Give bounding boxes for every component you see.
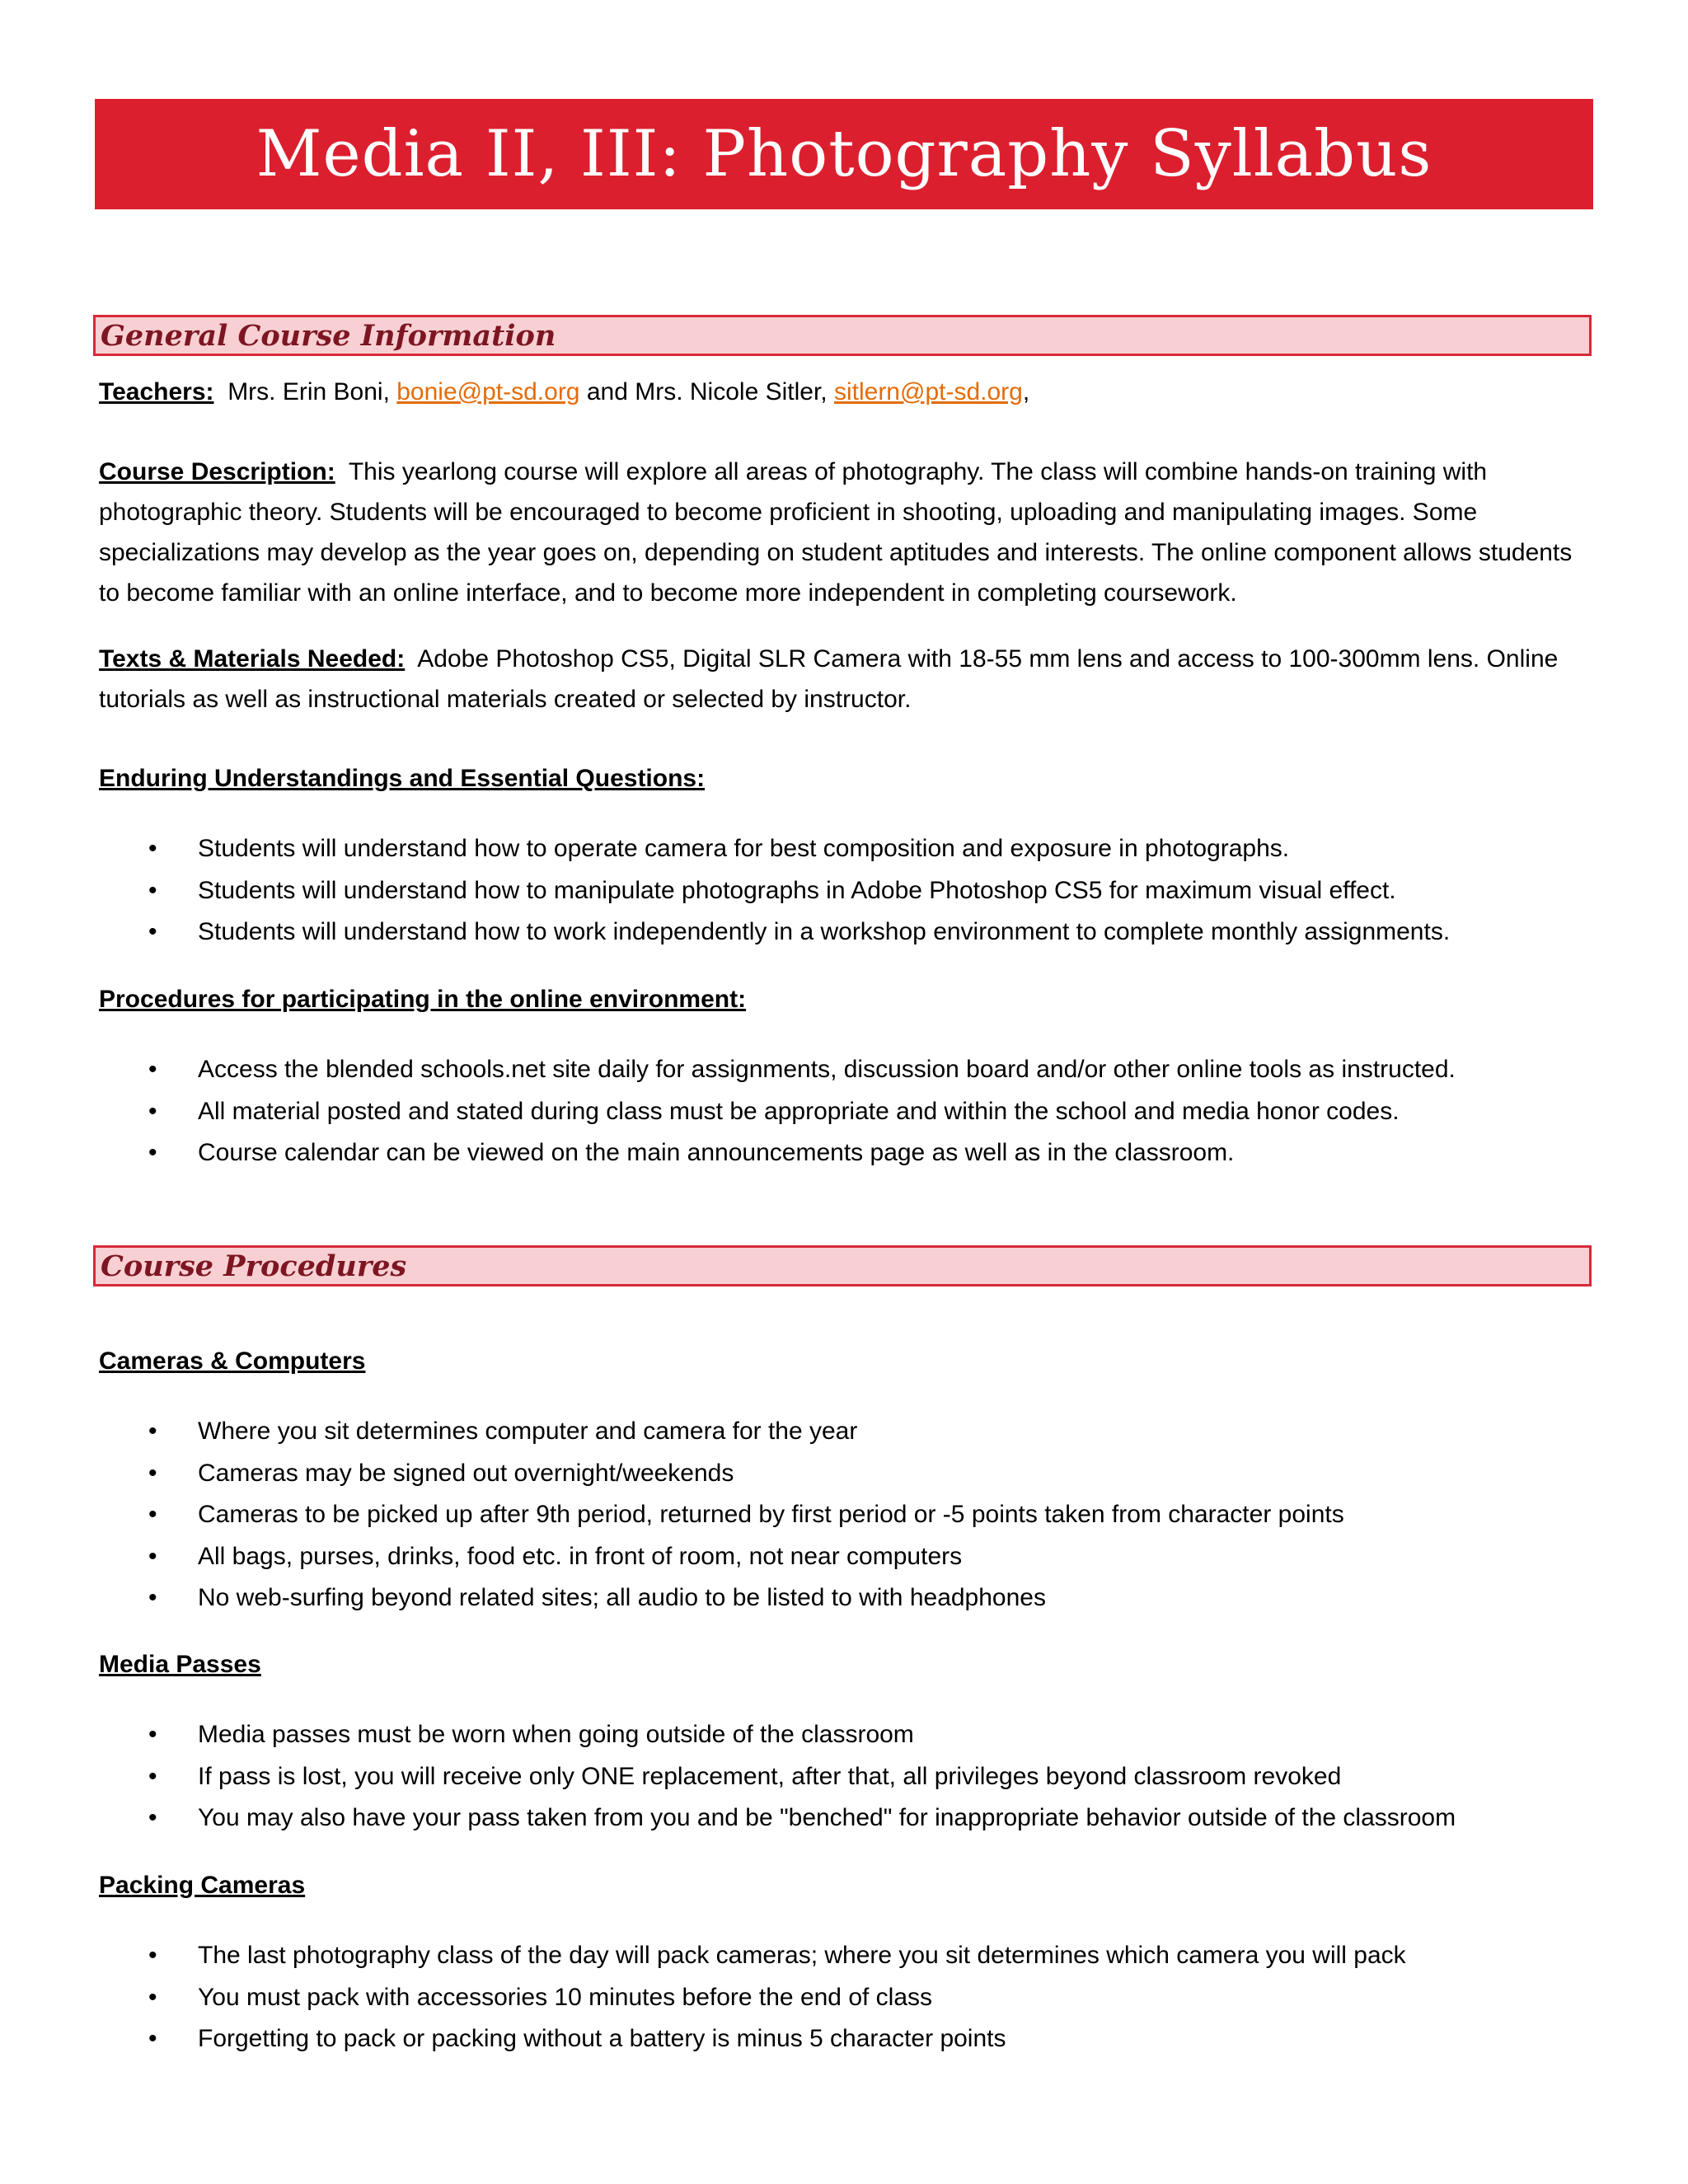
packing-cameras-list <box>99 1935 1582 2060</box>
teachers-line <box>99 372 1582 412</box>
media-passes-heading: Media Passes <box>99 1651 261 1678</box>
list-item: • Students will understand how to operate camera for best composition and exposure in photographs. <box>99 828 1582 870</box>
bullet-icon: • <box>148 1804 157 1831</box>
cameras-computers-heading: Cameras & Computers <box>99 1347 366 1375</box>
title-banner <box>95 99 1593 209</box>
media-passes-list <box>99 1714 1582 1840</box>
list-item: • The last photography class of the day will pack cameras; where you sit determines which camera you will pack <box>99 1935 1582 1977</box>
list-item: • Where you sit determines computer and camera for the year <box>99 1411 1582 1453</box>
teacher1-email-link[interactable]: bonie@pt-sd.org <box>396 378 580 405</box>
bullet-icon: • <box>148 2025 157 2052</box>
bullet-icon: • <box>148 918 157 945</box>
online-procedures-heading: Procedures for participating in the online environment: <box>99 986 747 1013</box>
materials-label: Texts & Materials Needed: <box>99 645 406 673</box>
bullet-icon: • <box>148 1139 157 1166</box>
bullet-icon: • <box>148 1542 157 1570</box>
bullet-icon: • <box>148 876 157 904</box>
materials-text: Adobe Photoshop CS5, Digital SLR Camera with 18-55 mm lens and access to 100-300mm lens. Online tutorials as well as instructional materials created or selected by instructor. <box>99 645 1559 713</box>
bullet-icon: • <box>148 1762 157 1790</box>
online-procedures-list <box>99 1049 1582 1174</box>
list-item: • You may also have your pass taken from you and be "benched" for inappropriate behavior outside of the classroom <box>99 1797 1582 1840</box>
teacher2-email-link[interactable]: sitlern@pt-sd.org <box>833 378 1023 405</box>
teachers-label: Teachers: <box>99 378 214 405</box>
course-description-label: Course Description: <box>99 458 335 485</box>
bullet-icon: • <box>148 835 157 862</box>
section-heading-general-text: General Course Information <box>101 318 556 353</box>
bullet-icon: • <box>148 1418 157 1445</box>
cameras-computers-list <box>99 1411 1582 1619</box>
list-item: • Cameras may be signed out overnight/weekends <box>99 1453 1582 1495</box>
teachers-text-2: and Mrs. Nicole Sitler, <box>586 378 828 405</box>
list-item: • Course calendar can be viewed on the main announcements page as well as in the classroom. <box>99 1132 1582 1174</box>
enduring-list <box>99 828 1582 954</box>
list-item: • All bags, purses, drinks, food etc. in front of room, not near computers <box>99 1536 1582 1578</box>
page-title: Media II, III: Photography Syllabus <box>256 117 1432 191</box>
enduring-heading: Enduring Understandings and Essential Questions: <box>99 765 706 792</box>
bullet-icon: • <box>148 1942 157 1969</box>
list-item: • Students will understand how to work independently in a workshop environment to complete monthly assignments. <box>99 912 1582 954</box>
bullet-icon: • <box>148 1501 157 1528</box>
list-item: • All material posted and stated during class must be appropriate and within the school and media honor codes. <box>99 1091 1582 1133</box>
list-item: • Access the blended schools.net site daily for assignments, discussion board and/or other online tools as instructed. <box>99 1049 1582 1091</box>
course-description <box>99 452 1582 613</box>
section-heading-procedures <box>93 1245 1592 1286</box>
teachers-text-1: Mrs. Erin Boni, <box>227 378 390 405</box>
bullet-icon: • <box>148 1056 157 1083</box>
bullet-icon: • <box>148 1584 157 1611</box>
list-item: • You must pack with accessories 10 minutes before the end of class <box>99 1977 1582 2019</box>
list-item: • No web-surfing beyond related sites; all audio to be listed to with headphones <box>99 1577 1582 1619</box>
bullet-icon: • <box>148 1983 157 2011</box>
materials-paragraph <box>99 639 1582 719</box>
list-item: • Forgetting to pack or packing without a battery is minus 5 character points <box>99 2018 1582 2060</box>
course-description-text: This yearlong course will explore all areas of photography. The class will combine hands-on training with photographic theory. Students will be encouraged to become proficient in shooting, uploading and manipulating images. Some specializations may develop as the year goes on, depending on student aptitudes and interests. The online component allows students to become familiar with an online interface, and to become more independent in completing coursework. <box>99 458 1573 607</box>
packing-cameras-heading: Packing Cameras <box>99 1872 306 1899</box>
bullet-icon: • <box>148 1459 157 1487</box>
list-item: • If pass is lost, you will receive only ONE replacement, after that, all privileges beyond classroom revoked <box>99 1756 1582 1798</box>
list-item: • Cameras to be picked up after 9th period, returned by first period or -5 points taken from character points <box>99 1494 1582 1536</box>
list-item: • Students will understand how to manipulate photographs in Adobe Photoshop CS5 for maximum visual effect. <box>99 870 1582 912</box>
list-item: • Media passes must be worn when going outside of the classroom <box>99 1714 1582 1756</box>
section-heading-procedures-text: Course Procedures <box>101 1249 407 1283</box>
section-heading-general <box>93 315 1592 356</box>
bullet-icon: • <box>148 1721 157 1748</box>
bullet-icon: • <box>148 1097 157 1125</box>
teachers-text-3: , <box>1022 378 1030 405</box>
